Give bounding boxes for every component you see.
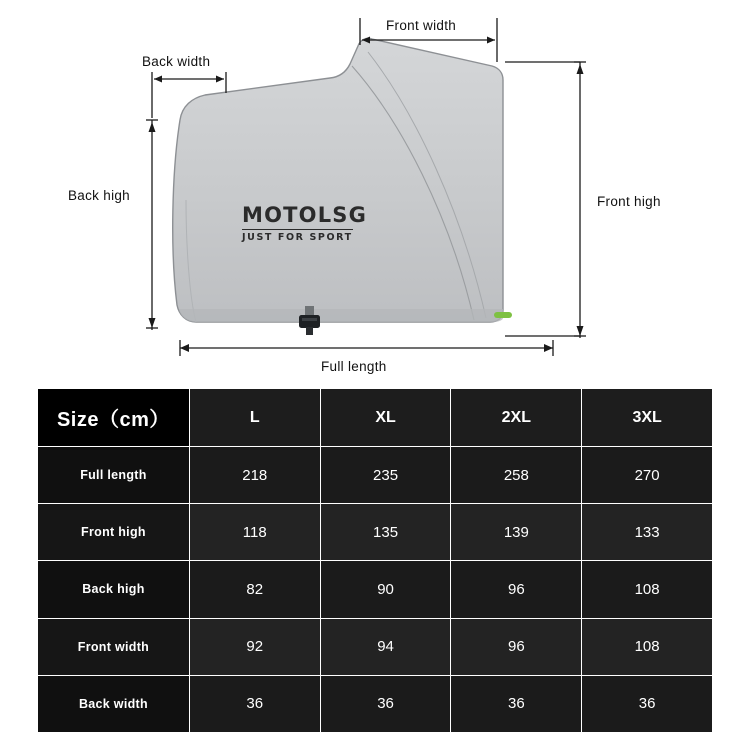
cell-front-high-2xl: 139: [451, 504, 582, 561]
cell-back-width-l: 36: [189, 675, 320, 732]
row-label-front-high: Front high: [38, 504, 190, 561]
cell-back-width-xl: 36: [320, 675, 451, 732]
label-back-width: Back width: [142, 54, 211, 69]
size-table: [37, 388, 713, 733]
cell-full-length-3xl: 270: [582, 447, 713, 504]
cell-full-length-l: 218: [189, 447, 320, 504]
cell-front-high-xl: 135: [320, 504, 451, 561]
table-row: [38, 675, 713, 732]
table-row: [38, 618, 713, 675]
label-full-length: Full length: [321, 359, 387, 374]
label-front-high: Front high: [597, 194, 661, 209]
table-header-size-l: L: [189, 389, 320, 447]
label-back-high: Back high: [68, 188, 130, 203]
cell-front-width-3xl: 108: [582, 618, 713, 675]
row-label-full-length: Full length: [38, 447, 190, 504]
table-header-row: [38, 389, 713, 447]
cover-hem: [179, 309, 503, 322]
row-label-back-high: Back high: [38, 561, 190, 618]
row-label-back-width: Back width: [38, 675, 190, 732]
cell-back-width-3xl: 36: [582, 675, 713, 732]
cell-back-high-l: 82: [189, 561, 320, 618]
cell-front-high-3xl: 133: [582, 504, 713, 561]
table-row: [38, 561, 713, 618]
row-label-front-width: Front width: [38, 618, 190, 675]
size-table-wrapper: [37, 388, 713, 733]
cell-back-high-2xl: 96: [451, 561, 582, 618]
brand-tagline: JUST FOR SPORT: [242, 229, 353, 243]
cell-back-high-xl: 90: [320, 561, 451, 618]
cell-front-width-xl: 94: [320, 618, 451, 675]
cell-back-width-2xl: 36: [451, 675, 582, 732]
table-header-size-2xl: 2XL: [451, 389, 582, 447]
table-header-size: Size（cm）: [38, 389, 190, 447]
label-front-width: Front width: [386, 18, 457, 33]
cell-front-width-2xl: 96: [451, 618, 582, 675]
table-row: [38, 504, 713, 561]
cell-full-length-xl: 235: [320, 447, 451, 504]
brand-name: MOTOLSG: [242, 203, 368, 227]
table-row: [38, 447, 713, 504]
cover-shape: [173, 38, 503, 322]
cell-back-high-3xl: 108: [582, 561, 713, 618]
cell-full-length-2xl: 258: [451, 447, 582, 504]
cell-front-high-l: 118: [189, 504, 320, 561]
table-header-size-3xl: 3XL: [582, 389, 713, 447]
green-tag-icon: [494, 312, 512, 318]
table-header-size-xl: XL: [320, 389, 451, 447]
cell-front-width-l: 92: [189, 618, 320, 675]
